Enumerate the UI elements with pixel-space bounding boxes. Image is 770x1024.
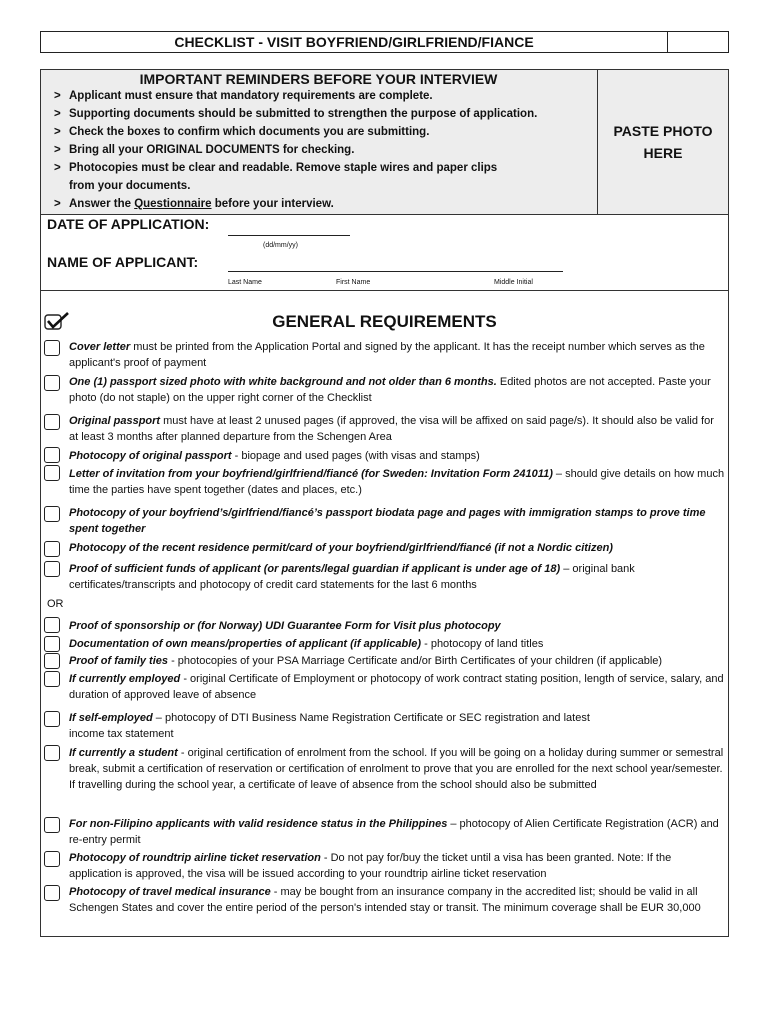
paste-photo-label: PASTE PHOTO HERE	[613, 123, 713, 161]
name-of-applicant-label: NAME OF APPLICANT:	[47, 254, 199, 270]
requirement-checkbox[interactable]	[44, 561, 60, 577]
page-title: CHECKLIST - VISIT BOYFRIEND/GIRLFRIEND/FIANCE	[174, 34, 534, 50]
requirement-checkbox[interactable]	[44, 506, 60, 522]
middle-initial-hint: Middle Initial	[494, 279, 533, 286]
requirement-item: For non-Filipino applicants with valid residence status in the Philippines – photocopy of Alien Certificate Registration (ACR) and re-entry permit	[69, 818, 719, 846]
or-separator: OR	[47, 598, 64, 610]
requirement-item: One (1) passport sized photo with white background and not older than 6 months. Edited photos are not accepted. Paste your photo (do not staple) on the upper right corner of the Checklist	[69, 376, 711, 404]
requirement-checkbox[interactable]	[44, 745, 60, 761]
requirement-checkbox[interactable]	[44, 465, 60, 481]
requirement-item: If self-employed – photocopy of DTI Business Name Registration Certificate or SEC registration and latest income tax statement	[69, 712, 590, 740]
date-of-application-label: DATE OF APPLICATION:	[47, 216, 210, 232]
first-name-hint: First Name	[336, 279, 371, 286]
requirement-checkbox[interactable]	[44, 851, 60, 867]
requirement-item: Photocopy of travel medical insurance - may be bought from an insurance company in the accredited list; should be valid in all Schengen States and cover the entire period of the person's intended stay or transit. The minimum coverage shall be EUR 30,000	[69, 886, 701, 914]
reminder-item: > Applicant must ensure that mandatory requirements are complete.	[54, 90, 433, 102]
requirement-checkbox[interactable]	[44, 541, 60, 557]
requirement-item: Proof of sufficient funds of applicant (or parents/legal guardian if applicant is under age of 18) – original bank certificates/transcripts and photocopy of credit card statements for the last 6 months	[69, 563, 635, 591]
reminder-item: > Answer the Questionnaire before your interview.	[54, 198, 334, 210]
requirement-item: Letter of invitation from your boyfriend/girlfriend/fiancé (for Sweden: Invitation Form 241011) – should give details on how much time the parties have spent together (dates and places, etc.)	[69, 468, 725, 496]
date-input-line[interactable]	[228, 235, 350, 236]
requirement-checkbox[interactable]	[44, 414, 60, 430]
requirement-item: Cover letter must be printed from the Application Portal and signed by the applicant. It has the receipt number which serves as the applicant's proof of payment	[69, 341, 705, 369]
requirement-checkbox[interactable]	[44, 885, 60, 901]
questionnaire-link[interactable]: Questionnaire	[134, 198, 212, 210]
requirement-item: Documentation of own means/properties of applicant (if applicable) - photocopy of land titles	[69, 638, 544, 650]
requirement-checkbox[interactable]	[44, 617, 60, 633]
reminder-item: > Supporting documents should be submitted to strengthen the purpose of application.	[54, 108, 538, 120]
requirement-item: If currently a student - original certification of enrolment from the school. If you will be going on a holiday during summer or semestral break, submit a certification of reservation or certification of enrolment to prove that you are enrolled for the next school year/semester. If travelling during the school year, a certificate of leave of absence from the school should also be submitted	[69, 747, 724, 791]
name-input-line[interactable]	[228, 271, 563, 272]
date-format-hint: (dd/mm/yy)	[263, 242, 298, 249]
requirement-checkbox[interactable]	[44, 447, 60, 463]
requirement-checkbox[interactable]	[44, 340, 60, 356]
requirement-checkbox[interactable]	[44, 711, 60, 727]
reminder-item: from your documents.	[69, 180, 191, 192]
requirement-item: Proof of sponsorship or (for Norway) UDI Guarantee Form for Visit plus photocopy	[69, 620, 501, 632]
title-divider	[667, 31, 668, 53]
requirement-checkbox[interactable]	[44, 636, 60, 652]
requirement-item: Proof of family ties - photocopies of your PSA Marriage Certificate and/or Birth Certificates of your children (if applicable)	[69, 655, 663, 667]
last-name-hint: Last Name	[228, 279, 262, 286]
requirement-item: Original passport must have at least 2 unused pages (if approved, the visa will be affixed on said page/s). It should also be valid for at least 3 months after planned departure from the Schengen Area	[69, 415, 714, 443]
requirement-checkbox[interactable]	[44, 817, 60, 833]
requirement-checkbox[interactable]	[44, 671, 60, 687]
requirement-item: Photocopy of the recent residence permit/card of your boyfriend/girlfriend/fiancé (if not a Nordic citizen)	[69, 542, 613, 554]
requirement-checkbox[interactable]	[44, 375, 60, 391]
reminder-item: > Check the boxes to confirm which documents you are submitting.	[54, 126, 430, 138]
requirement-item: Photocopy of original passport - biopage and used pages (with visas and stamps)	[69, 450, 480, 462]
reminder-item: > Photocopies must be clear and readable. Remove staple wires and paper clips	[54, 162, 498, 174]
reminder-item: > Bring all your ORIGINAL DOCUMENTS for checking.	[54, 144, 355, 156]
requirement-checkbox[interactable]	[44, 653, 60, 669]
general-requirements-heading: GENERAL REQUIREMENTS	[272, 312, 497, 331]
requirement-item: Photocopy of roundtrip airline ticket reservation - Do not pay for/buy the ticket until a visa has been granted. Note: If the application is approved, the visa will be issued according to your roundtrip airline ticket reservation	[69, 852, 672, 880]
requirement-item: Photocopy of your boyfriend’s/girlfriend/fiancé’s passport biodata page and pages with immigration stamps to prove time spent together	[69, 507, 706, 535]
reminders-heading: IMPORTANT REMINDERS BEFORE YOUR INTERVIEW	[139, 71, 498, 87]
requirement-item: If currently employed - original Certificate of Employment or photocopy of work contract stating position, length of service, salary, and duration of approved leave of absence	[69, 673, 724, 701]
